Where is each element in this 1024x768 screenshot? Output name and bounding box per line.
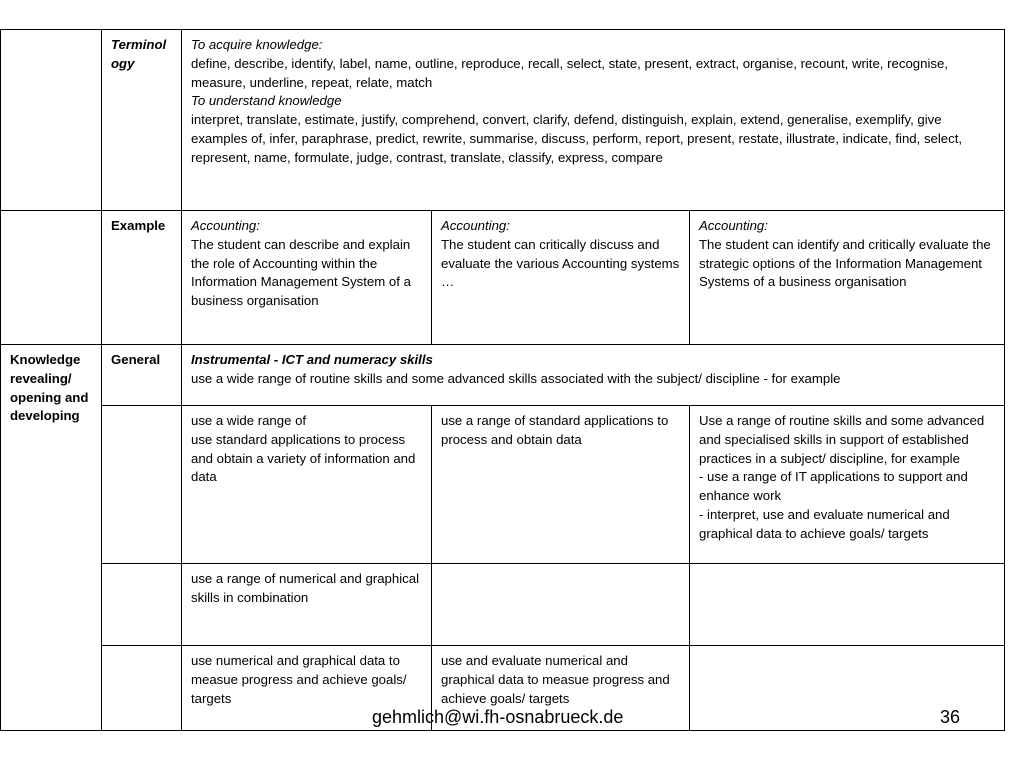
table-border-right: [1004, 29, 1005, 731]
general-label: General: [111, 352, 161, 367]
example-cell-text: The student can critically discuss and evaluate the various Accounting systems …: [441, 236, 680, 290]
acquire-title: To acquire knowledge:: [191, 37, 323, 52]
example-cell-title: Accounting:: [699, 218, 768, 233]
detail-cell: use a range of standard applications to process and obtain data: [441, 413, 669, 447]
terminology-label: Terminol ogy: [111, 37, 167, 71]
detail-cell: Use a range of routine skills and some advanced and specialised skills in support of established practices in a subject/ discipline, for example - use a range of IT applications to support and enhance work - interpret, use and evaluate numerical and graphical data to achieve goals/ targets: [699, 413, 985, 541]
example-cell-text: The student can identify and critically evaluate the strategic options of the Information Management Systems of a business organisation: [699, 236, 991, 290]
general-text: use a wide range of routine skills and some advanced skills associated with the subject/ discipline - for example: [191, 370, 841, 386]
footer-email: gehmlich@wi.fh-osnabrueck.de: [372, 707, 624, 727]
general-content: [181, 344, 1004, 405]
page-number: 36: [940, 707, 961, 727]
example-cell-title: Accounting:: [191, 218, 260, 233]
understand-text: interpret, translate, estimate, justify, comprehend, convert, clarify, defend, distinguish, explain, extend, generalise, exemplify, give examples of, infer, paraphrase, predict, rewrite, summarise, discuss, perform, report, present, restate, illustrate, indicate, find, select, represent, name, formulate, judge, contrast, translate, classify, express, compare: [191, 112, 963, 165]
table-border-bottom: [0, 730, 1005, 731]
example-cell-title: Accounting:: [441, 218, 510, 233]
understand-title: To understand knowledge: [191, 93, 342, 109]
detail-cell: [689, 563, 1004, 645]
example-label: Example: [111, 218, 166, 233]
detail-cell: [431, 563, 689, 645]
example-cell-text: The student can describe and explain the role of Accounting within the Information Management System of a business organisation: [191, 236, 411, 309]
detail-cell: use numerical and graphical data to measue progress and achieve goals/ targets: [191, 653, 407, 706]
section-label: Knowledge revealing/ opening and developing: [10, 352, 89, 424]
acquire-text: define, describe, identify, label, name, outline, reproduce, recall, select, state, present, extract, organise, recount, write, recognise, measure, underline, repeat, relate, match: [191, 55, 948, 90]
example-cell-3: [689, 210, 1004, 344]
general-title: Instrumental - ICT and numeracy skills: [191, 352, 433, 367]
example-cell-2: [431, 210, 689, 344]
detail-cell: use a wide range of use standard applications to process and obtain a variety of information and data: [191, 413, 416, 485]
example-cell-1: [181, 210, 431, 344]
detail-cell: use and evaluate numerical and graphical data to measue progress and achieve goals/ targets: [441, 653, 670, 706]
detail-cell: use a range of numerical and graphical skills in combination: [191, 571, 419, 605]
terminology-content: [181, 29, 1004, 210]
